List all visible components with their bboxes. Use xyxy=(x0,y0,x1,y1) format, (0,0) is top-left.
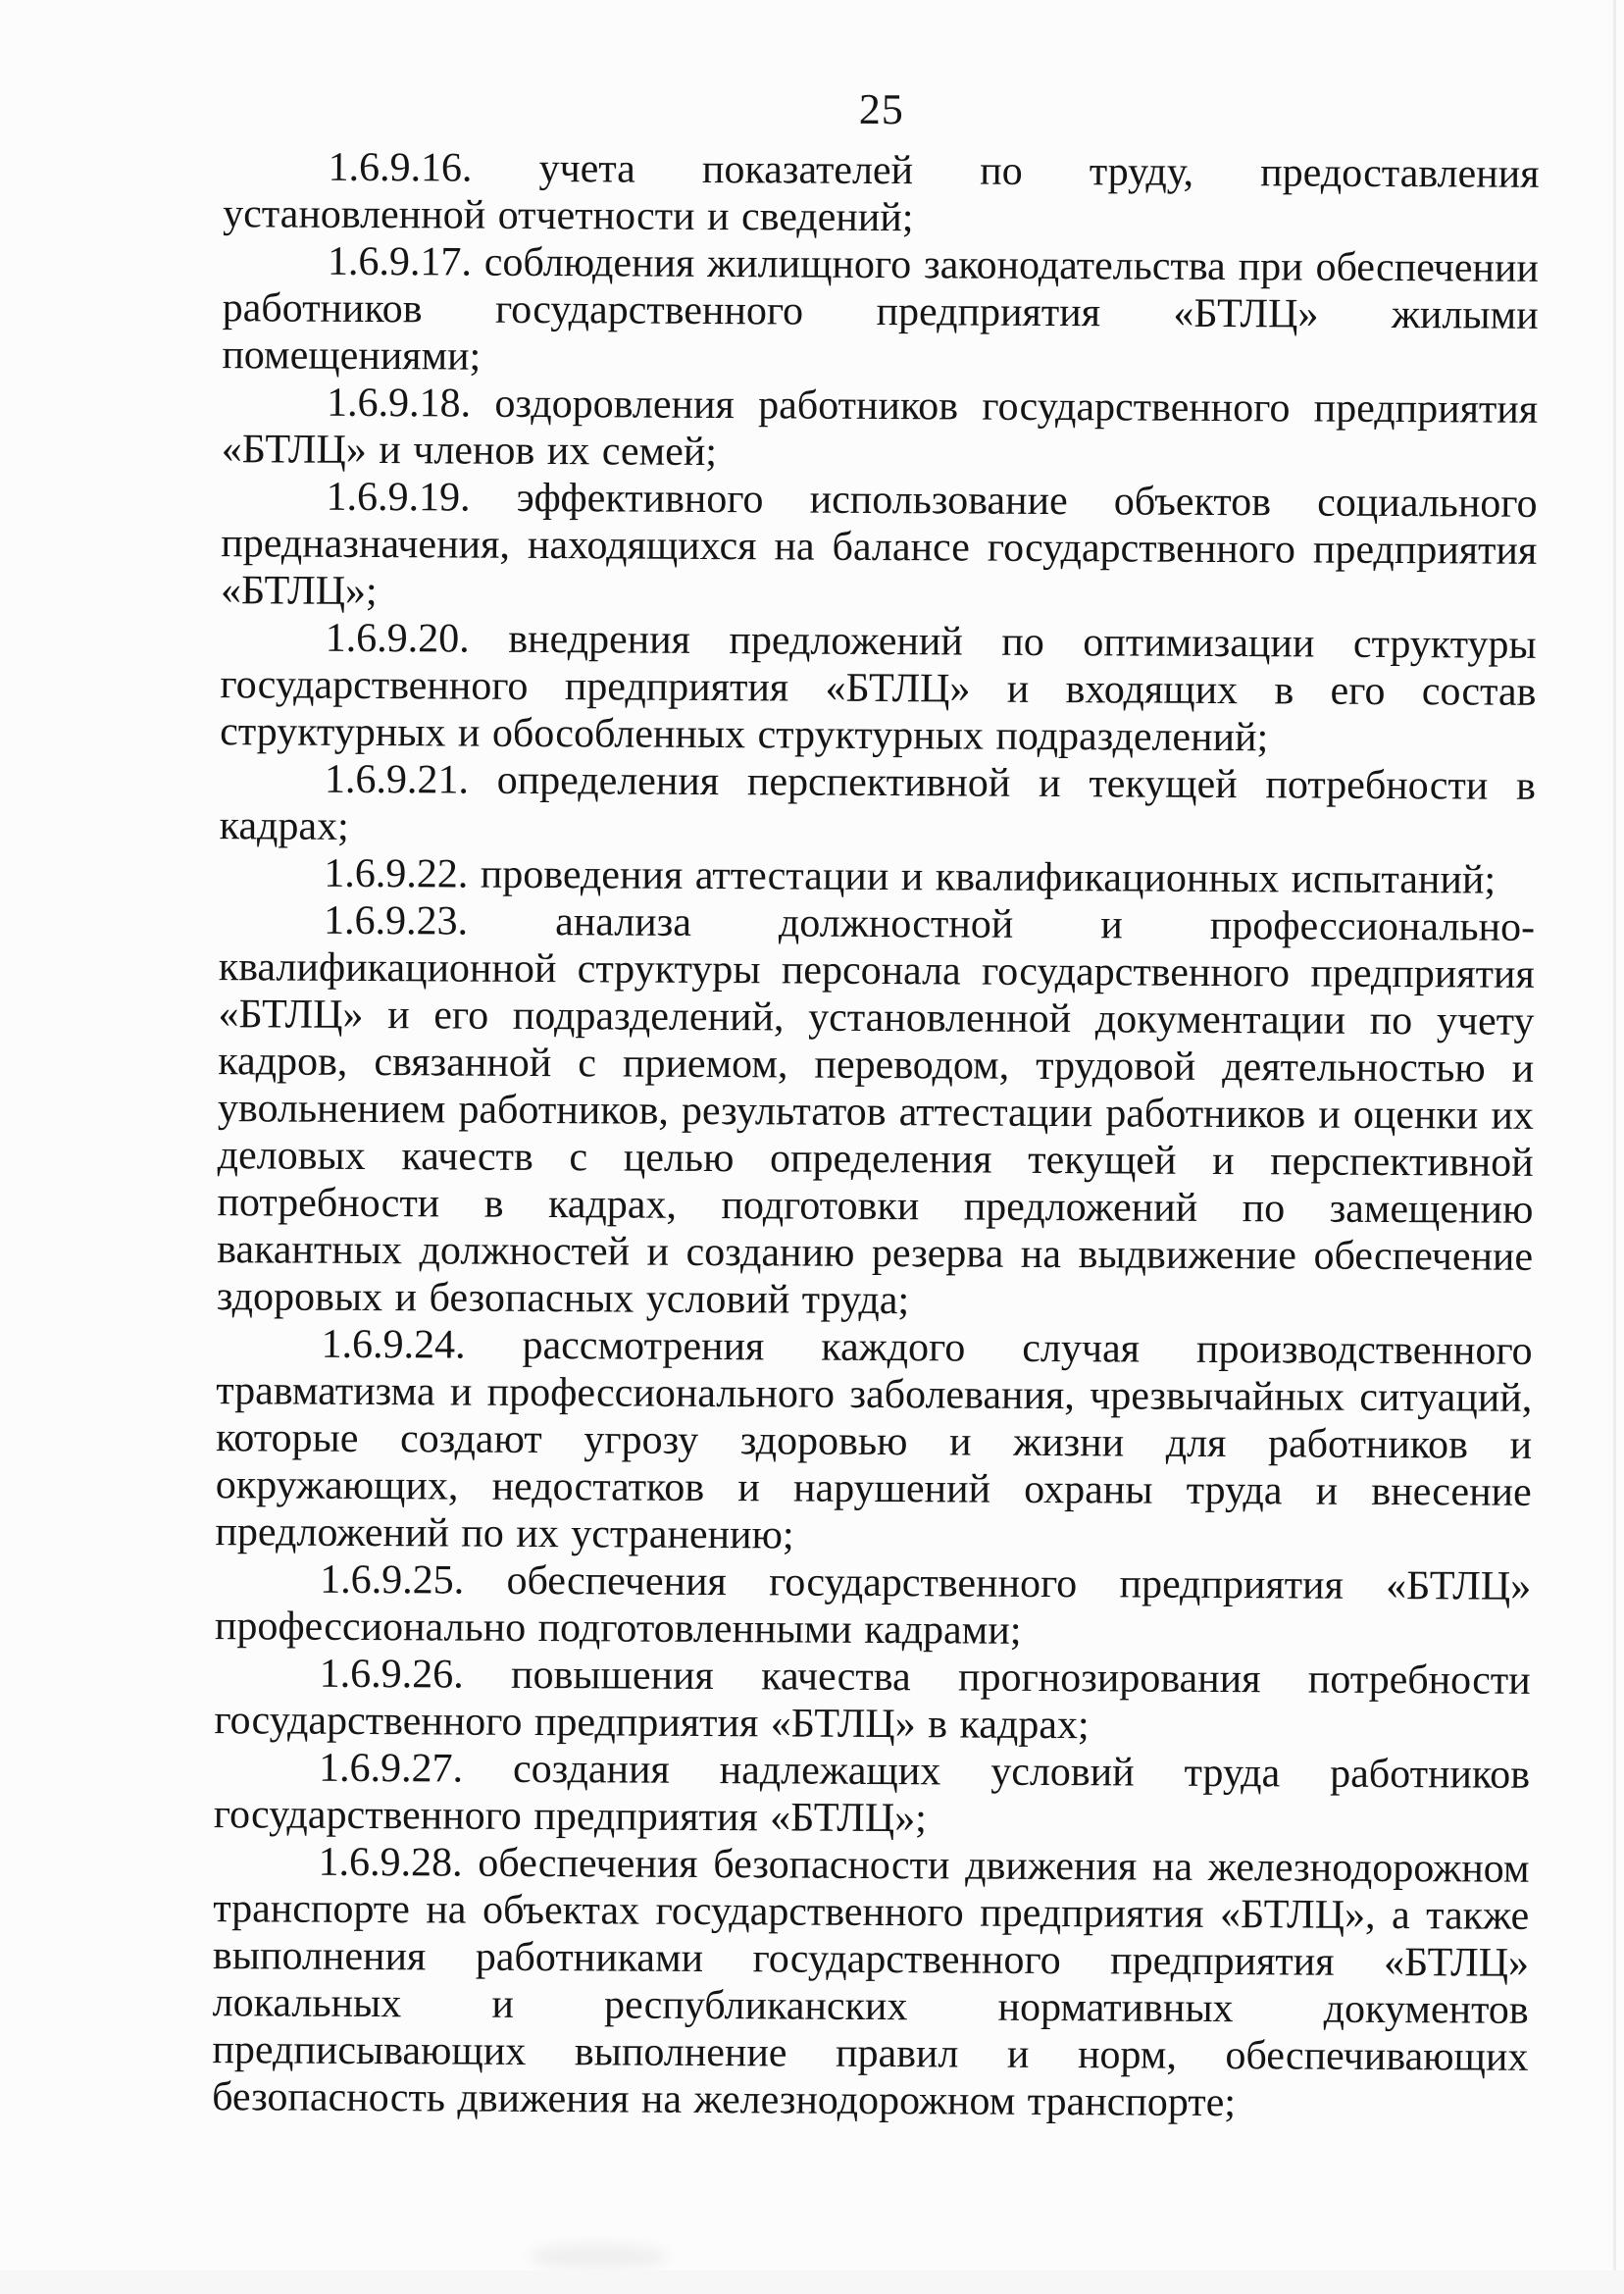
document-body xyxy=(212,143,1540,2128)
clause-text: создания надлежащих условий труда работников государственного предприятия «БТЛЦ»; xyxy=(213,1746,1531,1842)
clause-number: 1.6.9.22. xyxy=(324,850,469,897)
clause-text: соблюдения жилищного законодательства при обеспечении работников государственного предприятия «БТЛЦ» жилыми помещениями; xyxy=(222,239,1540,380)
clause-text: проведения аттестации и квалификационных испытаний; xyxy=(468,851,1497,903)
clause-number: 1.6.9.25. xyxy=(320,1556,465,1604)
clause-text: оздоровления работников государственного предприятия «БТЛЦ» и членов их семей; xyxy=(221,381,1539,476)
clause-text: обеспечения государственного предприятия «БТЛЦ» профессионально подготовленными кадрами; xyxy=(214,1557,1532,1654)
clause-1-6-9-25 xyxy=(215,1555,1532,1657)
clause-text: повышения качества прогнозирования потребности государственного предприятия «БТЛЦ» в кадрах; xyxy=(214,1652,1531,1749)
clause-number: 1.6.9.16. xyxy=(328,144,473,191)
clause-1-6-9-19 xyxy=(221,473,1538,622)
clause-1-6-9-18 xyxy=(222,379,1539,481)
clause-number: 1.6.9.27. xyxy=(318,1745,464,1792)
clause-number: 1.6.9.28. xyxy=(318,1839,463,1886)
clause-1-6-9-17 xyxy=(222,237,1539,386)
clause-1-6-9-20 xyxy=(220,614,1537,763)
clause-number: 1.6.9.19. xyxy=(326,474,471,521)
clause-number: 1.6.9.23. xyxy=(323,897,469,944)
clause-number: 1.6.9.18. xyxy=(326,380,472,427)
scan-smudge-artifact xyxy=(530,2244,667,2269)
document-content xyxy=(212,82,1540,2128)
scan-bottom-artifact xyxy=(0,2270,1624,2294)
clause-1-6-9-28 xyxy=(212,1838,1530,2128)
clause-1-6-9-24 xyxy=(215,1320,1532,1563)
clause-1-6-9-27 xyxy=(214,1744,1531,1846)
clause-text: эффективного использование объектов социального предназначения, находящихся на балансе государственного предприятия «БТЛЦ»; xyxy=(220,475,1538,615)
clause-number: 1.6.9.21. xyxy=(324,756,470,803)
clause-1-6-9-21 xyxy=(220,755,1537,857)
clause-number: 1.6.9.20. xyxy=(325,615,470,662)
scan-edge-artifact xyxy=(1613,0,1616,2294)
clause-number: 1.6.9.24. xyxy=(321,1321,466,1368)
clause-text: анализа должностной и профессионально-квалификационной структуры персонала государственного предприятия «БТЛЦ» и его подразделений, установленной документации по учету кадров, связанной с приемом, переводом, трудовой деятельностью и увольнением работников, результатов аттестации работников и оценки их деловых качеств с целью определения текущей и перспективной потребности в кадрах, подготовки предложений по замещению вакантных должностей и созданию резерва на выдвижение обеспечение здоровых и безопасных условий труда; xyxy=(216,898,1536,1324)
clause-number: 1.6.9.26. xyxy=(319,1651,464,1698)
clause-text: рассмотрения каждого случая производственного травматизма и профессионального заболевания, чрезвычайных ситуаций, которые создают угрозу здоровью и жизни для работников и окружающих, недостатков и нарушений охраны труда и внесение предложений по их устранению; xyxy=(215,1322,1533,1558)
clause-1-6-9-23 xyxy=(217,896,1535,1328)
clause-text: обеспечения безопасности движения на железнодорожном транспорте на объектах государственного предприятия «БТЛЦ», а также выполнения работниками государственного предприятия «БТЛЦ» локальных и республиканских нормативных документов предписывающих выполнение правил и норм, обеспечивающих безопасность движения на железнодорожном транспорте; xyxy=(212,1840,1530,2126)
page-number: 25 xyxy=(858,84,905,134)
clause-1-6-9-22 xyxy=(219,849,1535,904)
clause-text: внедрения предложений по оптимизации структуры государственного предприятия «БТЛЦ» и входящих в его состав структурных и обособленных структурных подразделений; xyxy=(220,616,1537,761)
clause-text: учета показателей по труду, предоставления установленной отчетности и сведений; xyxy=(223,145,1540,241)
clause-text: определения перспективной и текущей потребности в кадрах; xyxy=(219,757,1537,849)
clause-number: 1.6.9.17. xyxy=(327,238,473,285)
clause-1-6-9-26 xyxy=(214,1650,1531,1752)
clause-1-6-9-16 xyxy=(223,143,1540,245)
